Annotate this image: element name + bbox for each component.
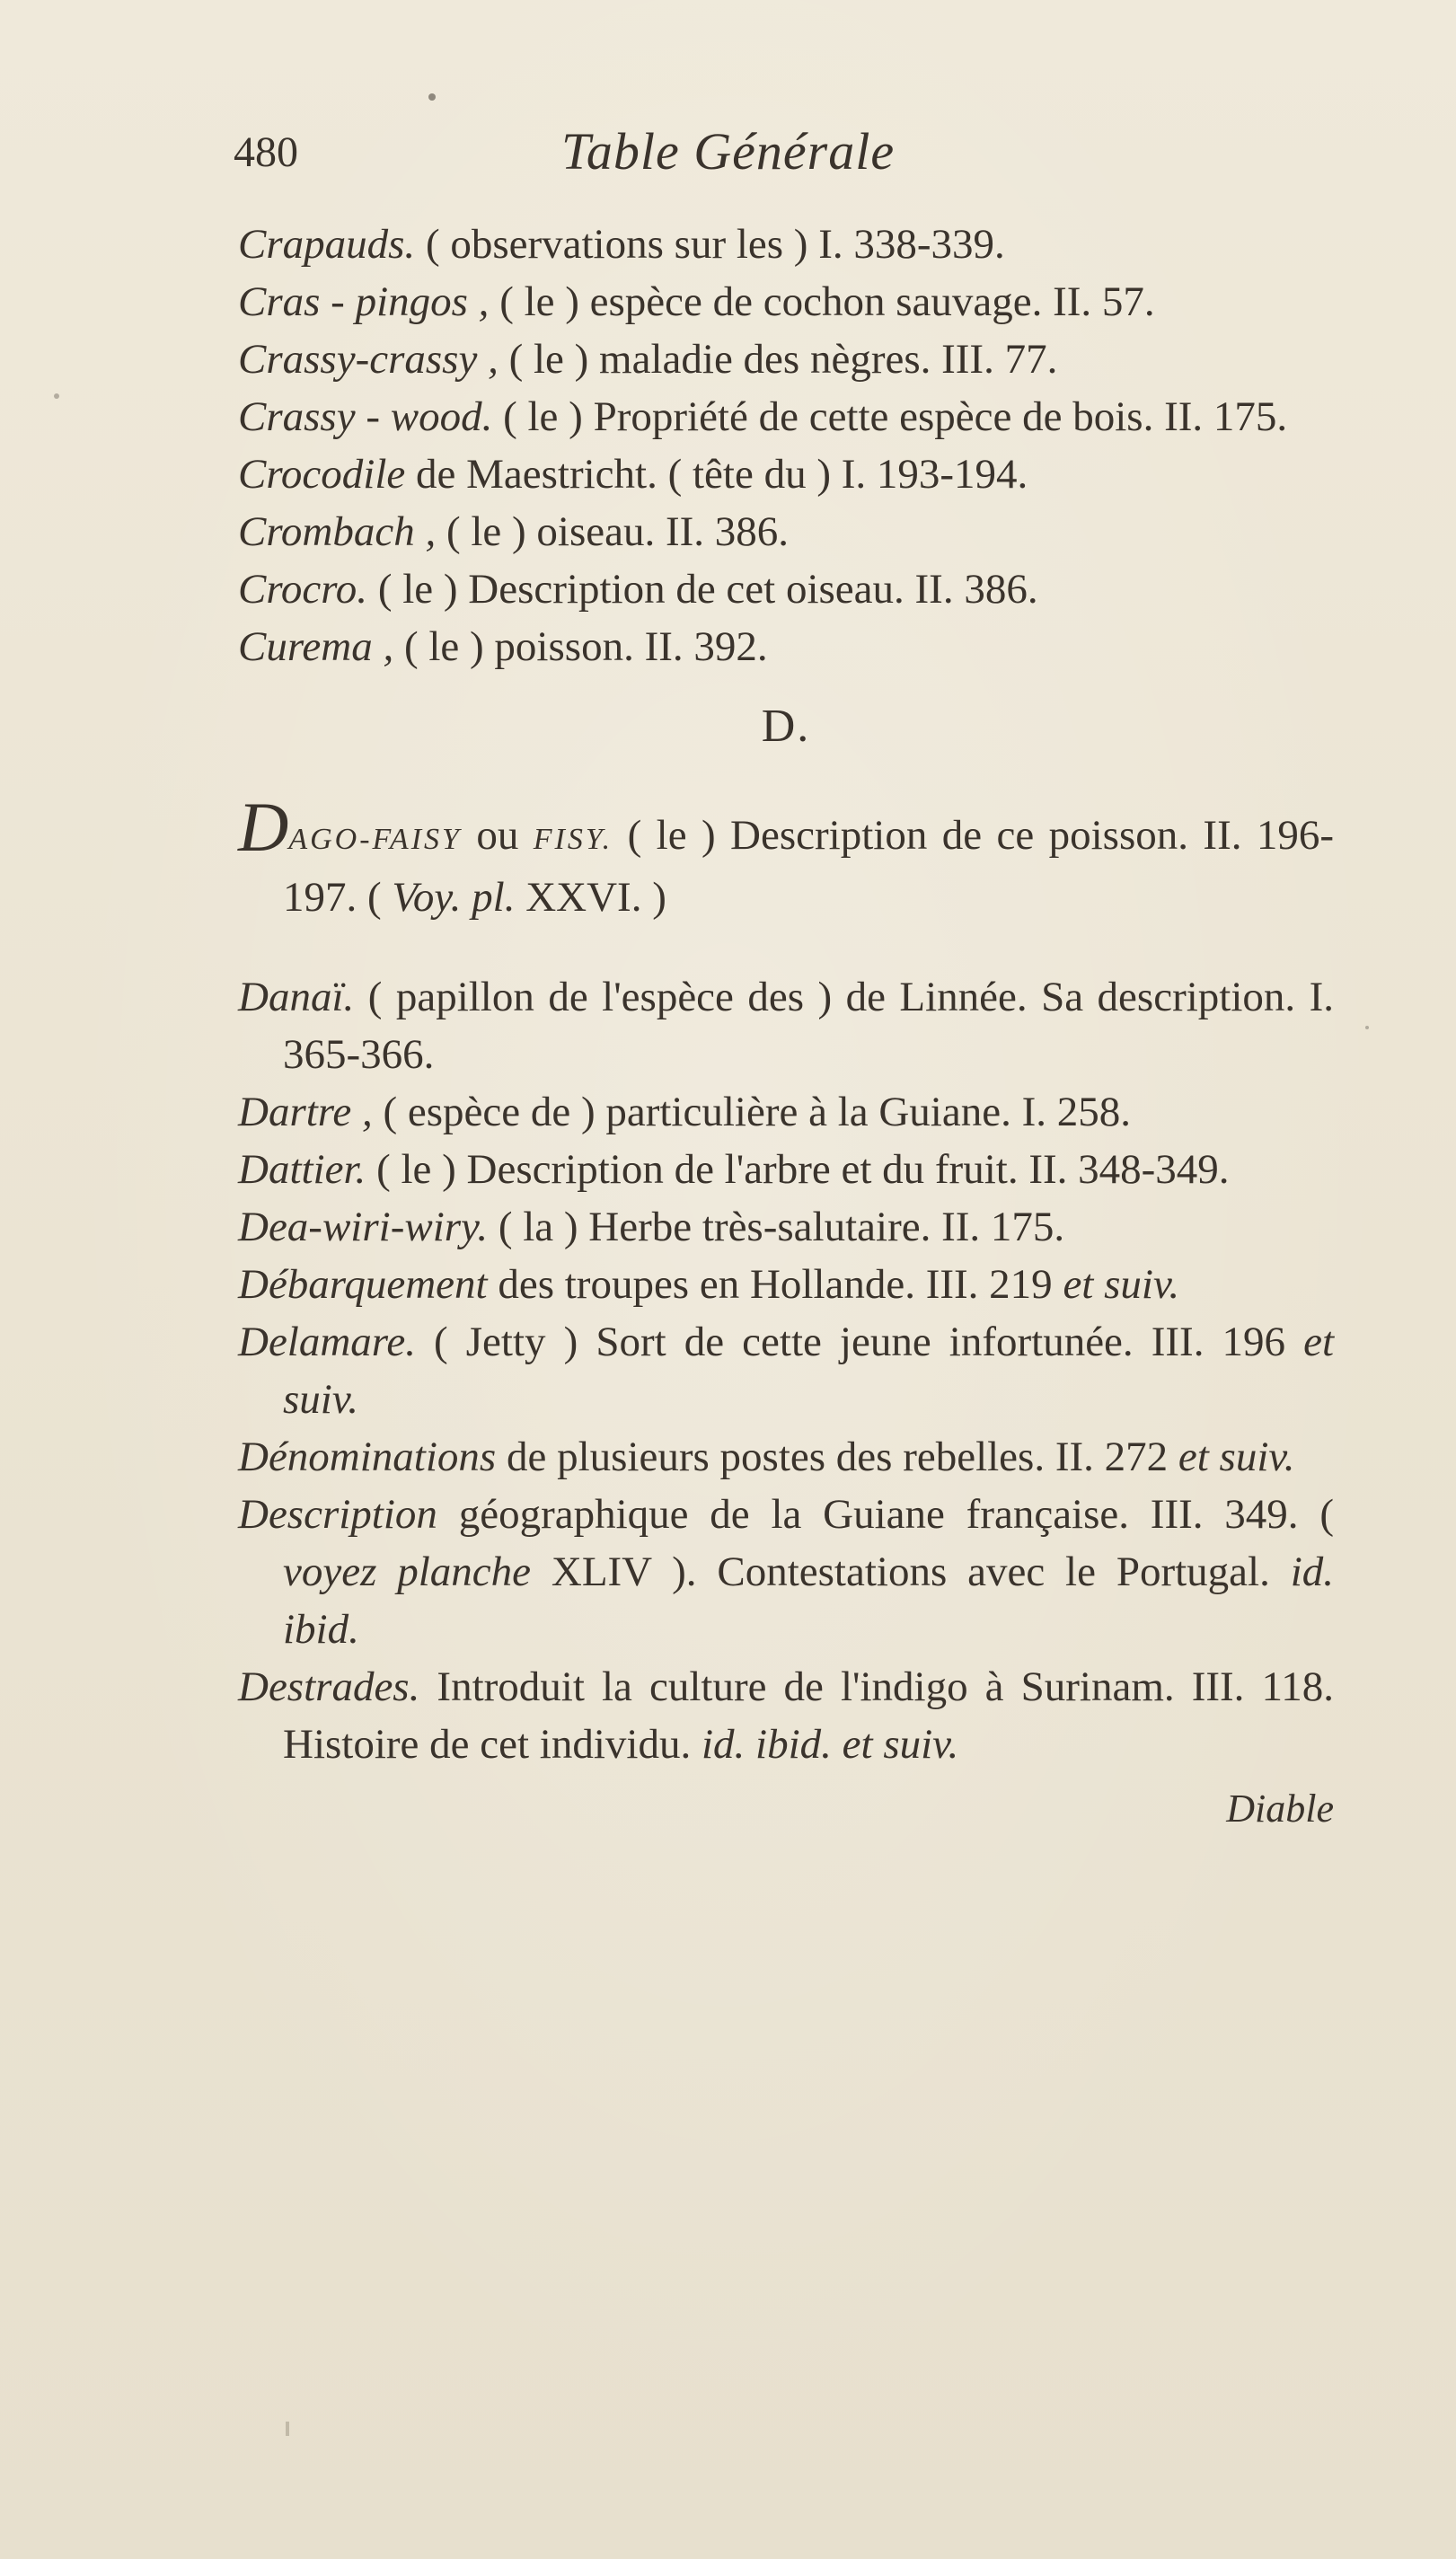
index-entry — [238, 618, 1334, 675]
index-entry — [238, 273, 1334, 331]
index-entry — [238, 1313, 1334, 1428]
section-letter: D. — [761, 701, 811, 752]
entry-text: géographique de la Guiane française. III. 349. ( — [458, 1491, 1334, 1538]
running-title: Table Générale — [561, 122, 896, 181]
page-header — [234, 122, 1222, 198]
entry-head: Cras - pingos , — [238, 278, 490, 325]
index-entry — [238, 1083, 1334, 1141]
entry-head: Crassy-crassy , — [238, 336, 499, 383]
entry-plate-ref: Voy. pl. — [392, 874, 516, 921]
index-entry — [238, 446, 1334, 503]
entry-text-continued: XLIV ). Contestations avec le Portugal. — [551, 1549, 1270, 1595]
entry-head: Dénominations — [238, 1434, 497, 1480]
index-entry — [238, 560, 1334, 618]
ink-speck — [1365, 1026, 1369, 1029]
entry-head: Débarquement — [238, 1261, 488, 1308]
entry-head: Dattier. — [238, 1146, 366, 1193]
entry-head: Description — [238, 1491, 437, 1538]
entry-tail: et suiv. — [1178, 1434, 1295, 1480]
entry-head: Curema , — [238, 623, 394, 670]
entry-text: ( le ) espèce de cochon sauvage. II. 57. — [499, 278, 1155, 325]
entry-text: ( le ) Propriété de cette espèce de bois. II. 175. — [503, 393, 1288, 440]
index-entry — [238, 216, 1334, 273]
index-entry — [238, 1198, 1334, 1256]
index-entry — [238, 1658, 1334, 1773]
entry-head: Dartre , — [238, 1089, 373, 1135]
entry-tail: et suiv. — [1063, 1261, 1180, 1308]
page-number: 480 — [234, 128, 298, 176]
entry-text: ( le ) maladie des nègres. III. 77. — [508, 336, 1058, 383]
entry-tail: et suiv. — [283, 1319, 1335, 1423]
catchword: Diable — [1226, 1787, 1334, 1831]
paper-mark — [286, 2422, 289, 2436]
entry-text: ( le ) Description de ce poisson. II. 196-197. ( — [283, 812, 1335, 921]
entry-head: Crocro. — [238, 566, 368, 613]
entry-text: de Maestricht. ( tête du ) I. 193-194. — [415, 451, 1028, 498]
index-content — [238, 216, 1334, 1836]
entry-head: Danaï. — [238, 974, 355, 1020]
entry-head: Crassy - wood. — [238, 393, 493, 440]
entry-alt-name: FISY. — [533, 823, 613, 856]
entry-head: Destrades. — [238, 1663, 420, 1710]
entry-connector: ou — [476, 812, 519, 859]
entry-tail: id. ibid. et suiv. — [701, 1721, 959, 1768]
entry-head: Delamare. — [238, 1319, 416, 1365]
catchword-line — [238, 1773, 1334, 1836]
entry-text: ( observations sur les ) I. 338-339. — [425, 221, 1005, 268]
entry-tail: id. ibid. — [283, 1549, 1335, 1653]
entry-text-end: XXVI. ) — [525, 874, 666, 921]
index-entry — [238, 503, 1334, 560]
entry-text: ( espèce de ) particulière à la Guiane. I. 258. — [383, 1089, 1131, 1135]
entry-text: Introduit la culture de l'indigo à Surinam. III. 118. Histoire de cet individu. — [283, 1663, 1334, 1768]
entry-text: ( le ) poisson. II. 392. — [403, 623, 768, 670]
index-entry — [238, 1428, 1334, 1486]
entry-text: ( le ) Description de l'arbre et du fruit. II. 348-349. — [376, 1146, 1230, 1193]
entry-text: ( le ) oiseau. II. 386. — [446, 508, 790, 555]
entry-head: Crocodile — [238, 451, 406, 498]
entry-text: ( papillon de l'espèce des ) de Linnée. Sa description. I. 365-366. — [283, 974, 1335, 1078]
index-entry — [238, 968, 1334, 1083]
index-entry — [238, 1256, 1334, 1313]
entry-text: ( la ) Herbe très-salutaire. II. 175. — [498, 1204, 1065, 1250]
entry-text: ( Jetty ) Sort de cette jeune infortunée. III. 196 — [434, 1319, 1286, 1365]
entry-text: des troupes en Hollande. III. 219 — [498, 1261, 1053, 1308]
ink-speck — [54, 393, 59, 399]
entry-head: Crombach , — [238, 508, 437, 555]
entry-head: AGO-FAISY — [288, 823, 462, 856]
drop-capital: D — [238, 788, 289, 866]
entry-head: Dea-wiri-wiry. — [238, 1204, 489, 1250]
index-entry — [238, 1486, 1334, 1658]
ink-speck — [428, 93, 436, 101]
entry-text: de plusieurs postes des rebelles. II. 272 — [506, 1434, 1169, 1480]
index-entry — [238, 388, 1334, 446]
index-entry — [238, 1141, 1334, 1198]
entry-head: Crapauds. — [238, 221, 416, 268]
index-entry — [238, 788, 1335, 926]
index-entry — [238, 331, 1334, 388]
entry-text: ( le ) Description de cet oiseau. II. 386. — [377, 566, 1038, 613]
entry-plate-ref: voyez planche — [283, 1549, 532, 1595]
